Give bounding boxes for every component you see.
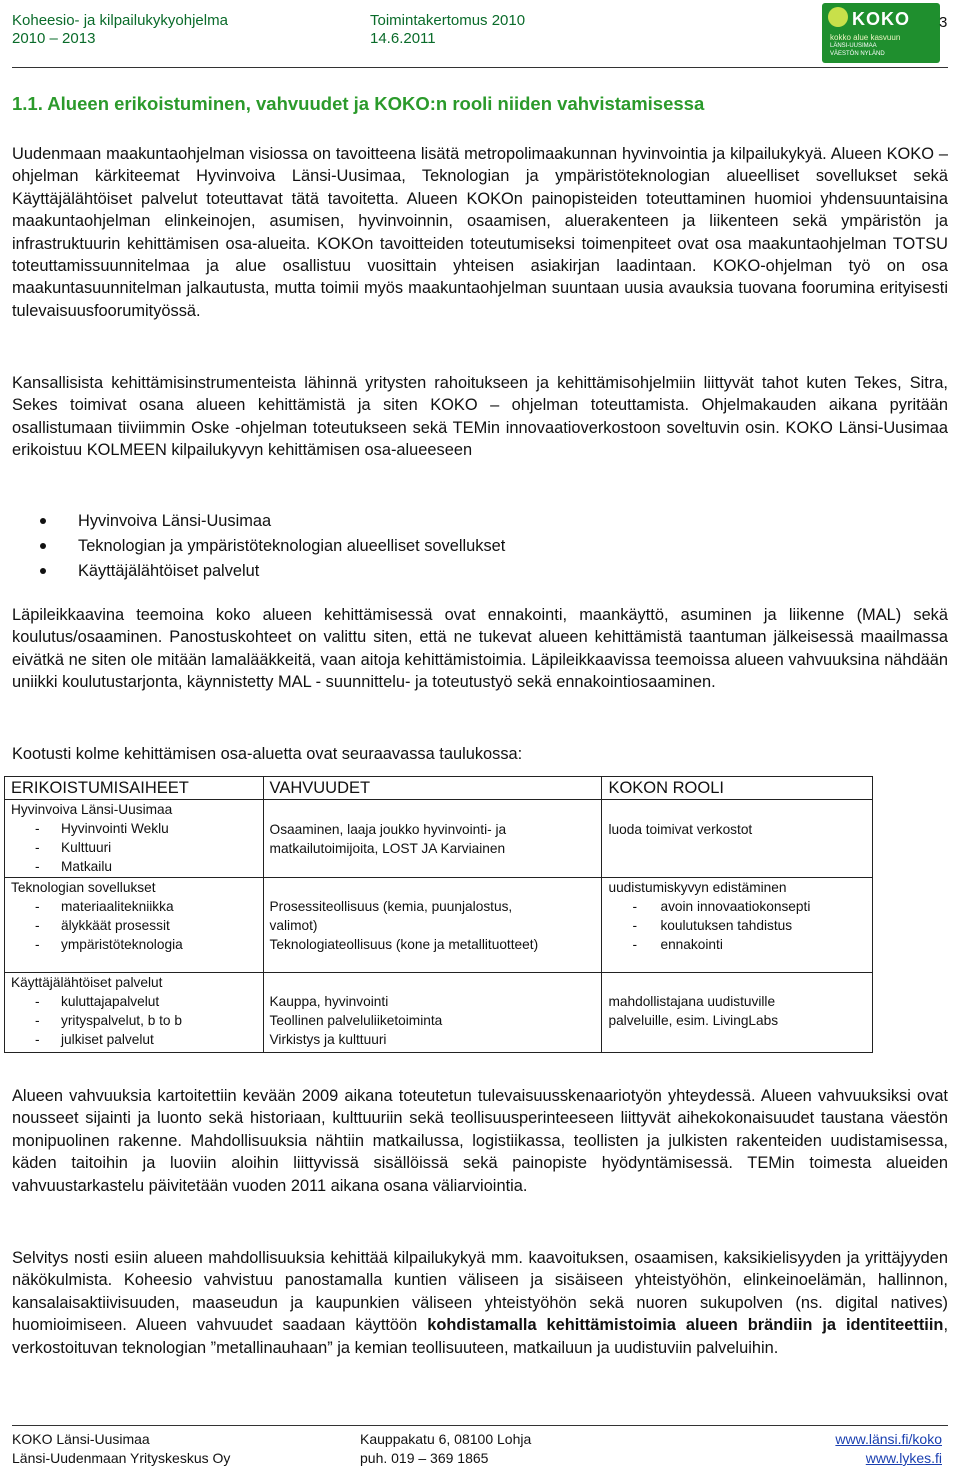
logo-tagline: kokko alue kasvuun <box>830 33 901 42</box>
section-title: 1.1. Alueen erikoistuminen, vahvuudet ja KOKO:n rooli niiden vahvistamisessa <box>12 93 705 114</box>
header-rule <box>12 67 948 68</box>
header-report-title: Toimintakertomus 2010 <box>370 12 526 29</box>
table-cell: luoda toimivat verkostot <box>602 800 873 878</box>
table-cell: Prosessiteollisuus (kemia, puunjalostus, valimot) Teknologiateollisuus (kone ja metallituotteet) <box>263 878 602 973</box>
list-item: Teknologian ja ympäristöteknologian alueelliset sovellukset <box>40 534 505 559</box>
footer-links <box>835 1430 942 1468</box>
table-header-cell: KOKON ROOLI <box>602 777 873 800</box>
table-cell: mahdollistajana uudistuville palveluille, esim. LivingLabs <box>602 973 873 1053</box>
header-program <box>12 12 228 48</box>
footer-link-lykes[interactable]: www.lykes.fi <box>865 1450 942 1466</box>
page-number: 3 <box>939 14 948 31</box>
leaf-icon <box>828 7 848 27</box>
paragraph-cross-cutting: Läpileikkaavina teemoina koko alueen kehittämisessä ovat ennakointi, maankäyttö, asuminen ja liikenne (MAL) sekä koulutus/osaaminen. Panostuskohteet on valittu siten, että ne tukevat alueen kehittämistä taantuman jälkeisessä maailmassa eivätkä ne siten ole mitään lamalääkkeitä, vaan aitoja kehittämistoimia. Läpileikkaavissa teemoissa alueen vahvuuksina nähdään uniikki koulutustarjonta, käynnistetty MAL - suunnittelu- ja toteutustyö sekä ennakointiosaaminen. <box>12 606 948 692</box>
table-cell: Teknologian sovellukset - materiaalitekniikka - älykkäät prosessit - ympäristöteknologia <box>5 878 264 973</box>
table-cell: uudistumiskyvyn edistäminen - avoin innovaatiokonsepti - koulutuksen tahdistus - ennakointi <box>602 878 873 973</box>
table-row <box>5 800 873 878</box>
table-header-cell: ERIKOISTUMISAIHEET <box>5 777 264 800</box>
bullet-icon <box>40 518 46 524</box>
footer-org <box>12 1430 230 1468</box>
header-report-date: 14.6.2011 <box>370 30 436 47</box>
specialization-table <box>4 776 873 1053</box>
footer-rule <box>12 1425 948 1426</box>
header-program-years: 2010 – 2013 <box>12 30 96 47</box>
koko-logo <box>822 3 940 63</box>
logo-text: KOKO <box>852 9 910 29</box>
table-cell: Käyttäjälähtöiset palvelut - kuluttajapalvelut - yrityspalvelut, b to b - julkiset palvelut <box>5 973 264 1053</box>
footer-address: Kauppakatu 6, 08100 Lohja <box>360 1431 532 1447</box>
table-row <box>5 878 873 973</box>
bullet-list <box>40 509 505 584</box>
table-cell: Kauppa, hyvinvointi Teollinen palveluliiketoiminta Virkistys ja kulttuuri <box>263 973 602 1053</box>
footer-phone: puh. 019 – 369 1865 <box>360 1450 489 1466</box>
bullet-icon <box>40 568 46 574</box>
paragraph-survey: Selvitys nosti esiin alueen mahdollisuuksia kehittää kilpailukykyä mm. kaavoituksen, osaamisen, kaksikielisyyden ja yrittäjyyden näkökulmista. Koheesio vahvistuu panostamalla kuntien väliseen ja sisäiseen yhteistyöhön, elinkeinoelämän, hallinnon, kansalaisaktiivisuuden, maaseudun ja kaupunkien väliseen yhteistyöhön sekä nuoren sukupolven (ns. digital natives) huomioimiseen. Alueen vahvuudet saadaan käyttöön kohdistamalla kehittämistoimia alueen brändiin ja identiteettiin, verkostoituvan teknologian ”metallinauhaan” ja kemian teollisuuteen, matkailuun ja uudistuviin palveluihin. <box>12 1249 948 1357</box>
list-item: Käyttäjälähtöiset palvelut <box>40 559 505 584</box>
bullet-icon <box>40 543 46 549</box>
logo-region-sv: VÄESTÖN NYLÄND <box>830 51 885 57</box>
footer-link-koko[interactable]: www.länsi.fi/koko <box>835 1431 942 1447</box>
footer-org-company: Länsi-Uudenmaan Yrityskeskus Oy <box>12 1450 231 1466</box>
paragraph-national: Kansallisista kehittämisinstrumenteista lähinnä yritysten rahoitukseen ja kehittämisohjelmiin liittyvät tahot kuten Tekes, Sitra, Sekes toimivat osana alueen kehittämistä ja siten KOKO – ohjelman toteuttamista. Ohjelmakauden aikana pyritään osallistumaan tiiviimmin Oske -ohjelman toteutukseen sekä TEMin innovaatioverkostoon soveltuvin osin. KOKO Länsi-Uusimaa erikoistuu KOLMEEN kilpailukyvyn kehittämisen osa-alueeseen <box>12 374 948 460</box>
bold-emphasis: kohdistamalla kehittämistoimia alueen brändiin ja identiteettiin <box>427 1316 944 1335</box>
paragraph-intro: Uudenmaan maakuntaohjelman visiossa on tavoitteena lisätä metropolimaakunnan hyvinvointia ja kilpailukykyä. Alueen KOKO –ohjelman kärkiteemat Hyvinvoiva Länsi-Uusimaa, Teknologian ja ympäristöteknologian alueelliset sovellukset sekä Käyttäjälähtöiset palvelut toteuttavat tätä tavoitetta. Alueen KOKOn painopisteiden toteuttaminen huomioi yhdensuuntaisina maakuntaohjelman elinkeinojen, asumisen, hyvinvoinnin, osaamisen, aluerakenteen ja liikenteen sekä ympäristön ja infrastruktuurin kehittämisen osa-alueita. KOKOn tavoitteiden toteutumiseksi toimenpiteet ovat osa maakuntaohjelman TOTSU toteuttamissuunnitelmaa ja alue osallistuu vuosittain yhteisen asiakirjan laadintaan. KOKO-ohjelman työ on osa maakuntasuunnitelman jalkautusta, mutta toimii myös maakuntaohjelman suuntaan uusia avauksia tuovana foorumina erityisesti tulevaisuusfoorumityössä. <box>12 145 948 320</box>
paragraph-table-intro: Kootusti kolme kehittämisen osa-aluetta ovat seuraavassa taulukossa: <box>12 745 523 763</box>
table-header-cell: VAHVUUDET <box>263 777 602 800</box>
paragraph-strengths: Alueen vahvuuksia kartoitettiin kevään 2009 aikana toteutetun tulevaisuusskenaariotyön yhteydessä. Alueen vahvuuksiksi ovat nousseet sijainti ja luonto sekä historiaan, kulttuuriin sekä teollisuusperinteeseen liittyvät aihekokonaisuudet taustana väestön monipuolinen rakenne. Mahdollisuuksia nähtiin matkailussa, logistiikassa, teollisten ja julkisten rakenteiden uudistamisessa, käden taitoihin ja luoviin aloihin liittyvissä sisällöissä sekä painopiste hyödyntämisessä. TEMin toimesta alueiden vahvuustarkastelu päivitetään vuoden 2011 aikana osana väliarviointia. <box>12 1087 948 1195</box>
header-report <box>370 12 525 48</box>
table-row <box>5 973 873 1053</box>
table-cell: Osaaminen, laaja joukko hyvinvointi- ja matkailutoimijoita, LOST JA Karviainen <box>263 800 602 878</box>
table-cell: Hyvinvoiva Länsi-Uusimaa - Hyvinvointi Weklu - Kulttuuri - Matkailu <box>5 800 264 878</box>
footer-contact <box>360 1430 531 1468</box>
list-item: Hyvinvoiva Länsi-Uusimaa <box>40 509 505 534</box>
logo-region: LÄNSI-UUSIMAA <box>830 43 877 49</box>
table-header-row <box>5 777 873 800</box>
footer-org-name: KOKO Länsi-Uusimaa <box>12 1431 150 1447</box>
header-program-name: Koheesio- ja kilpailukykyohjelma <box>12 12 228 29</box>
